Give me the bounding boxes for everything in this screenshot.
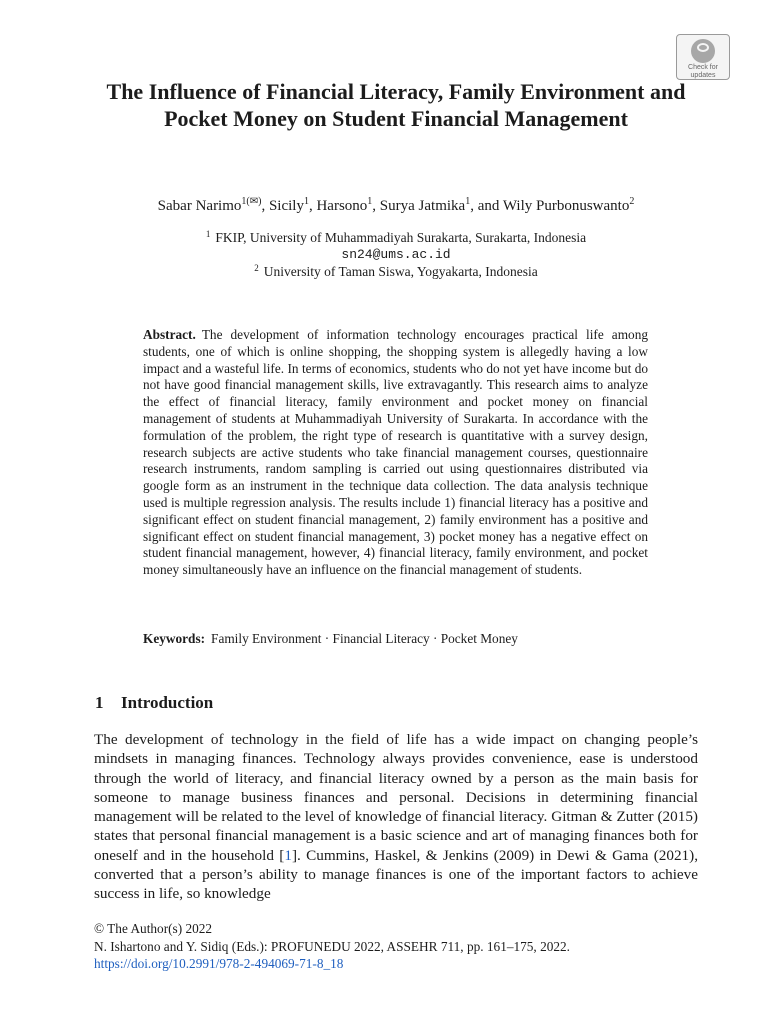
- corresponding-email[interactable]: sn24@ums.ac.id: [341, 247, 451, 262]
- author-affiliation-mark: 1: [465, 196, 471, 207]
- author-name: , Sicily: [261, 198, 304, 214]
- introduction-paragraph: [94, 730, 698, 904]
- keywords-label: Keywords:: [143, 631, 206, 646]
- affiliation-number: 2: [254, 262, 259, 273]
- author-name: , Harsono: [308, 198, 368, 214]
- author-name: , and Wily Purbonuswanto: [470, 198, 630, 214]
- check-for-updates-icon: [691, 39, 715, 63]
- footer: [94, 920, 694, 973]
- paper-title: The Influence of Financial Literacy, Family Environment and Pocket Money on Student Financial Management: [106, 79, 686, 131]
- keywords: [143, 630, 648, 647]
- section-heading: [95, 692, 213, 714]
- author-name: , Surya Jatmika: [372, 198, 466, 214]
- author-name: Sabar Narimo: [157, 198, 242, 214]
- citation-line: N. Ishartono and Y. Sidiq (Eds.): PROFUNEDU 2022, ASSEHR 711, pp. 161–175, 2022.: [94, 938, 570, 954]
- affiliations: [100, 229, 692, 280]
- abstract-text: The development of information technology encourages practical life among students, one of which is online shopping, the shopping system is allegedly having a low impact and a wasteful life. In terms of economics, students who do not yet have income but do not have good financial management skills, live extravagantly. This research aims to analyze the effect of financial literacy, family environment and pocket money on financial management of students at Muhammadiyah University of Surakarta. In accordance with the formulation of the problem, the right type of research is quantitative with a survey design, research subjects are active students who take financial management courses, questionnaire research instruments, random sampling is carried out using questionnaires distributed via google form as an instrument in the technique data collection. The data analysis technique used is multiple regression analysis. The results include 1) financial literacy has a positive and significant effect on student financial management, 2) family environment has a positive and significant effect on student financial management, 3) pocket money has a negative effect on student financial management, however, 4) financial literacy, family environment, and pocket money simultaneously have an influence on the financial management of students.: [143, 327, 648, 578]
- paragraph-text: The development of technology in the field of life has a wide impact on changing people’s mindsets in managing finances. Technology always provides convenience, ease is understood through the world of literacy, and financial literacy owned by a person as the main basis for someone to manage business finances and personal. Decisions in determining financial management will be related to the level of knowledge of financial literacy. Gitman & Zutter (2015) states that personal financial management is a basic science and art of managing finances both for oneself and in the household [: [94, 731, 698, 864]
- affiliation-2: [100, 263, 692, 280]
- keywords-text: Family Environment · Financial Literacy · Pocket Money: [211, 631, 518, 646]
- section-number: 1: [95, 693, 104, 712]
- section-title: Introduction: [121, 693, 214, 712]
- paragraph-text: ]. Cummins, Haskel, & Jenkins (2009) in Dewi & Gama (2021), converted that a person’s ability to manage finances is one of the important factors to achieve success in life, so knowledge: [94, 846, 698, 903]
- check-for-updates-badge[interactable]: [676, 34, 730, 80]
- author-affiliation-mark: 2: [629, 196, 635, 207]
- affiliation-1: [100, 229, 692, 246]
- author-affiliation-mark: 1: [367, 196, 373, 207]
- author-list: [60, 196, 732, 216]
- author-affiliation-mark: 1: [303, 196, 309, 207]
- affiliation-number: 1: [205, 228, 211, 239]
- copyright-notice: © The Author(s) 2022: [94, 921, 213, 936]
- abstract: [143, 327, 648, 579]
- badge-label: Check for updates: [688, 64, 718, 79]
- author-affiliation-mark: 1(✉): [241, 196, 262, 207]
- citation-link[interactable]: 1: [284, 846, 292, 864]
- doi-link[interactable]: https://doi.org/10.2991/978-2-494069-71-8_18: [94, 956, 344, 971]
- affiliation-text: University of Taman Siswa, Yogyakarta, Indonesia: [263, 264, 538, 279]
- abstract-label: Abstract.: [143, 327, 196, 342]
- affiliation-text: FKIP, University of Muhammadiyah Surakarta, Surakarta, Indonesia: [215, 230, 587, 245]
